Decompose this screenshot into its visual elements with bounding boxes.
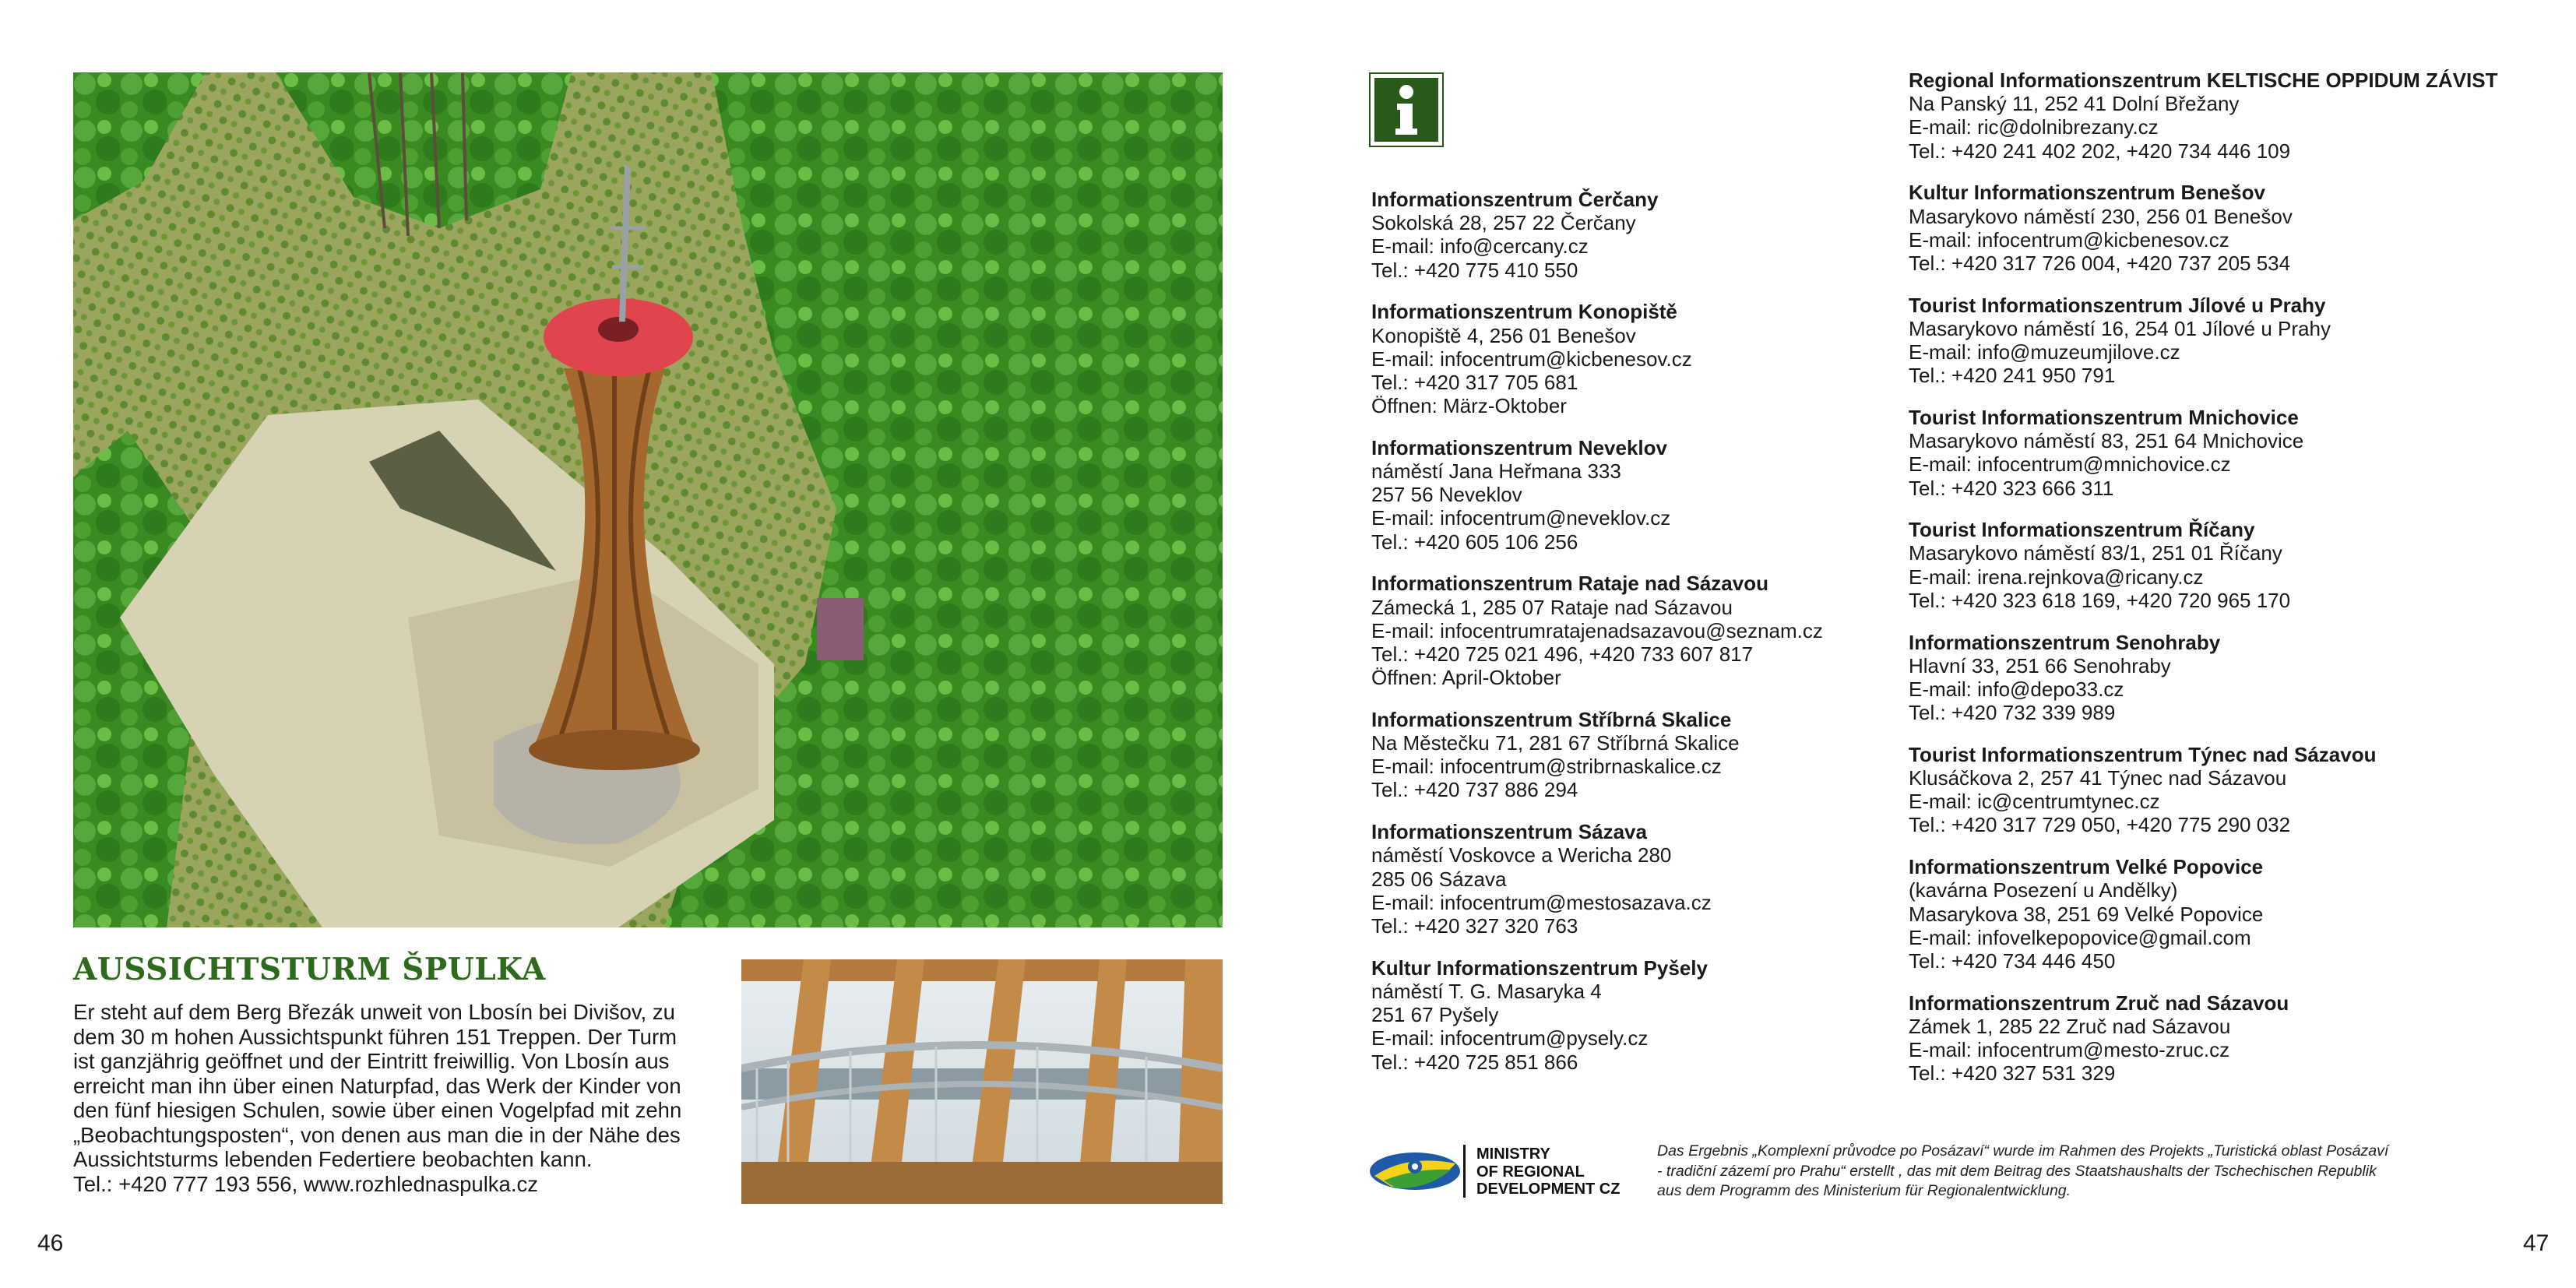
info-centre-email: E-mail: infocentrum@neveklov.cz — [1371, 506, 1671, 530]
article-line: Aussichtsturms lebenden Federtiere beobachten kann. — [73, 1147, 593, 1171]
info-centre-entry — [1371, 436, 1870, 554]
info-centres-column-right — [1909, 69, 2563, 1103]
info-centre-email: E-mail: irena.rejnkova@ricany.cz — [1909, 565, 2204, 589]
article-line: den fünf hiesigen Schulen, sowie über einen Vogelpfad mit zehn — [73, 1098, 682, 1122]
info-centre-name: Tourist Informationszentrum Jílové u Prahy — [1909, 293, 2326, 317]
ministry-name-line: MINISTRY — [1476, 1145, 1550, 1163]
article-title: AUSSICHTSTURM ŠPULKA — [73, 952, 546, 987]
article-line: dem 30 m hohen Aussichtspunkt führen 151 Treppen. Der Turm — [73, 1024, 677, 1049]
info-centre-address: Masarykovo náměstí 83, 251 64 Mnichovice — [1909, 429, 2304, 453]
info-centre-name: Tourist Informationszentrum Mnichovice — [1909, 405, 2299, 429]
info-centre-address: Zámek 1, 285 22 Zruč nad Sázavou — [1909, 1014, 2231, 1038]
info-centre-name: Informationszentrum Zruč nad Sázavou — [1909, 991, 2289, 1015]
info-centre-entry — [1909, 518, 2563, 612]
info-centre-entry — [1371, 956, 1870, 1074]
info-centre-phone: Tel.: +420 241 950 791 — [1909, 364, 2116, 388]
info-centre-phone: Tel.: +420 605 106 256 — [1371, 530, 1578, 554]
info-centre-opening: Öffnen: April-Oktober — [1371, 666, 1561, 690]
info-centre-email: E-mail: info@muzeumjilove.cz — [1909, 340, 2180, 364]
info-centre-email: E-mail: ric@dolnibrezany.cz — [1909, 115, 2159, 139]
info-centre-email: E-mail: infovelkepopovice@gmail.com — [1909, 925, 2251, 949]
info-centre-email: E-mail: info@depo33.cz — [1909, 677, 2124, 701]
info-centre-address: 257 56 Neveklov — [1371, 483, 1522, 507]
info-centre-email: E-mail: infocentrum@stribrnaskalice.cz — [1371, 755, 1722, 779]
funding-note-line: aus dem Programm des Ministerium für Regionalentwicklung. — [1657, 1182, 2071, 1199]
info-centre-email: E-mail: ic@centrumtynec.cz — [1909, 790, 2160, 814]
info-centre-name: Informationszentrum Senohraby — [1909, 630, 2221, 654]
info-centre-phone: Tel.: +420 737 886 294 — [1371, 778, 1578, 802]
info-centre-email: E-mail: infocentrum@kicbenesov.cz — [1371, 347, 1692, 371]
info-centre-email: E-mail: infocentrum@kicbenesov.cz — [1909, 227, 2229, 252]
info-centre-phone: Tel.: +420 327 320 763 — [1371, 913, 1578, 938]
page-number-left: 46 — [37, 1230, 64, 1256]
info-centre-name: Tourist Informationszentrum Týnec nad Sázavou — [1909, 742, 2377, 766]
info-centre-name: Informationszentrum Velké Popovice — [1909, 855, 2264, 879]
info-centre-email: E-mail: infocentrumratajenadsazavou@seznam.cz — [1371, 618, 1823, 642]
info-centre-name: Kultur Informationszentrum Pyšely — [1371, 955, 1708, 980]
info-centre-entry — [1909, 294, 2563, 388]
info-centre-email: E-mail: infocentrum@mestosazava.cz — [1371, 890, 1712, 914]
info-centre-entry — [1909, 631, 2563, 725]
info-centre-phone: Tel.: +420 734 446 450 — [1909, 949, 2116, 973]
info-centre-phone: Tel.: +420 317 726 004, +420 737 205 534 — [1909, 251, 2291, 275]
info-centre-entry — [1909, 406, 2563, 500]
info-centre-phone: Tel.: +420 241 402 202, +420 734 446 109 — [1909, 139, 2291, 163]
article-contact-line: Tel.: +420 777 193 556, www.rozhlednaspulka.cz — [73, 1171, 538, 1196]
tower-aerial-photo — [73, 72, 1223, 927]
info-centre-entry — [1371, 820, 1870, 938]
info-centre-email: E-mail: infocentrum@mnichovice.cz — [1909, 452, 2231, 477]
info-centre-phone: Tel.: +420 732 339 989 — [1909, 701, 2116, 725]
info-centre-entry — [1909, 69, 2563, 163]
info-centre-name: Kultur Informationszentrum Benešov — [1909, 181, 2265, 205]
info-centre-address: (kavárna Posezení u Andělky) — [1909, 878, 2178, 903]
info-centres-column-left — [1371, 188, 1870, 1092]
article-line: „Beobachtungsposten“, von denen aus man die in der Nähe des — [73, 1122, 681, 1147]
funding-note-line: - tradiční zázemí pro Prahu“ erstellt , das mit dem Beitrag des Staatshaushalts der Tschechischen Republik — [1657, 1162, 2377, 1180]
info-centre-address: Masarykova 38, 251 69 Velké Popovice — [1909, 902, 2264, 926]
info-centre-opening: Öffnen: März-Oktober — [1371, 394, 1567, 418]
information-sign-icon — [1369, 72, 1444, 147]
info-centre-address: Klusáčkova 2, 257 41 Týnec nad Sázavou — [1909, 766, 2287, 790]
article-body — [73, 1000, 712, 1196]
info-centre-address: 251 67 Pyšely — [1371, 1003, 1499, 1027]
info-centre-address: Masarykovo náměstí 83/1, 251 01 Říčany — [1909, 541, 2282, 565]
info-centre-address: náměstí Voskovce a Wericha 280 — [1371, 843, 1672, 867]
info-centre-phone: Tel.: +420 725 021 496, +420 733 607 817 — [1371, 642, 1754, 666]
info-centre-entry — [1909, 991, 2563, 1086]
info-centre-address: náměstí T. G. Masaryka 4 — [1371, 979, 1602, 1003]
info-centre-email: E-mail: info@cercany.cz — [1371, 234, 1589, 259]
info-centre-address: 285 06 Sázava — [1371, 867, 1507, 891]
info-centre-phone: Tel.: +420 323 618 169, +420 720 965 170 — [1909, 588, 2291, 612]
article-line: erreicht man ihn über einen Naturpfad, das Werk der Kinder von — [73, 1073, 681, 1098]
info-centre-address: Na Městečku 71, 281 67 Stříbrná Skalice — [1371, 731, 1740, 755]
info-centre-name: Informationszentrum Sázava — [1371, 820, 1647, 844]
info-centre-address: Zámecká 1, 285 07 Rataje nad Sázavou — [1371, 595, 1733, 619]
ministry-name-line: DEVELOPMENT CZ — [1476, 1181, 1621, 1198]
funding-note — [1657, 1142, 2529, 1202]
info-centre-entry — [1371, 572, 1870, 689]
article-line: ist ganzjährig geöffnet und der Eintritt freiwillig. Von Lbosín aus — [73, 1049, 670, 1073]
ministry-name — [1476, 1145, 1620, 1198]
info-centre-address: Hlavní 33, 251 66 Senohraby — [1909, 653, 2171, 677]
info-centre-phone: Tel.: +420 725 851 866 — [1371, 1050, 1578, 1074]
info-centre-phone: Tel.: +420 775 410 550 — [1371, 258, 1578, 282]
info-centre-name: Informationszentrum Čerčany — [1371, 188, 1659, 211]
info-centre-name: Informationszentrum Rataje nad Sázavou — [1371, 572, 1768, 596]
info-centre-email: E-mail: infocentrum@mesto-zruc.cz — [1909, 1038, 2230, 1062]
info-centre-phone: Tel.: +420 317 729 050, +420 775 290 032 — [1909, 813, 2291, 837]
info-centre-address: Masarykovo náměstí 230, 256 01 Benešov — [1909, 204, 2293, 228]
info-centre-address: Konopiště 4, 256 01 Benešov — [1371, 323, 1636, 347]
info-centre-entry — [1371, 708, 1870, 802]
info-centre-address: Sokolská 28, 257 22 Čerčany — [1371, 211, 1636, 235]
logo-divider — [1463, 1145, 1466, 1198]
article-line: Er steht auf dem Berg Březák unweit von Lbosín bei Divišov, zu — [73, 1000, 675, 1024]
info-centre-address: náměstí Jana Heřmana 333 — [1371, 459, 1621, 484]
funding-note-line: Das Ergebnis „Komplexní průvodce po Posázaví“ wurde im Rahmen des Projekts „Turistická oblast Posázaví — [1657, 1142, 2389, 1160]
info-centre-entry — [1909, 855, 2563, 973]
info-centre-name: Regional Informationszentrum KELTISCHE OPPIDUM ZÁVIST — [1909, 69, 2498, 92]
page-number-right: 47 — [2523, 1230, 2550, 1256]
info-centre-name: Informationszentrum Stříbrná Skalice — [1371, 707, 1732, 731]
info-centre-phone: Tel.: +420 327 531 329 — [1909, 1061, 2116, 1086]
info-centre-phone: Tel.: +420 323 666 311 — [1909, 476, 2114, 500]
info-centre-entry — [1371, 188, 1870, 282]
info-centre-entry — [1909, 181, 2563, 275]
info-centre-entry — [1909, 743, 2563, 837]
info-centre-phone: Tel.: +420 317 705 681 — [1371, 370, 1578, 394]
ministry-name-line: OF REGIONAL — [1476, 1163, 1585, 1181]
info-centre-address: Masarykovo náměstí 16, 254 01 Jílové u Prahy — [1909, 316, 2331, 340]
info-centre-name: Informationszentrum Konopiště — [1371, 300, 1677, 324]
ministry-logo-icon — [1368, 1146, 1462, 1193]
info-centre-name: Informationszentrum Neveklov — [1371, 435, 1667, 459]
info-centre-entry — [1371, 300, 1870, 417]
tower-platform-photo — [741, 959, 1223, 1204]
info-centre-address: Na Panský 11, 252 41 Dolní Břežany — [1909, 92, 2240, 116]
info-centre-name: Tourist Informationszentrum Říčany — [1909, 518, 2255, 542]
info-centre-email: E-mail: infocentrum@pysely.cz — [1371, 1026, 1649, 1050]
